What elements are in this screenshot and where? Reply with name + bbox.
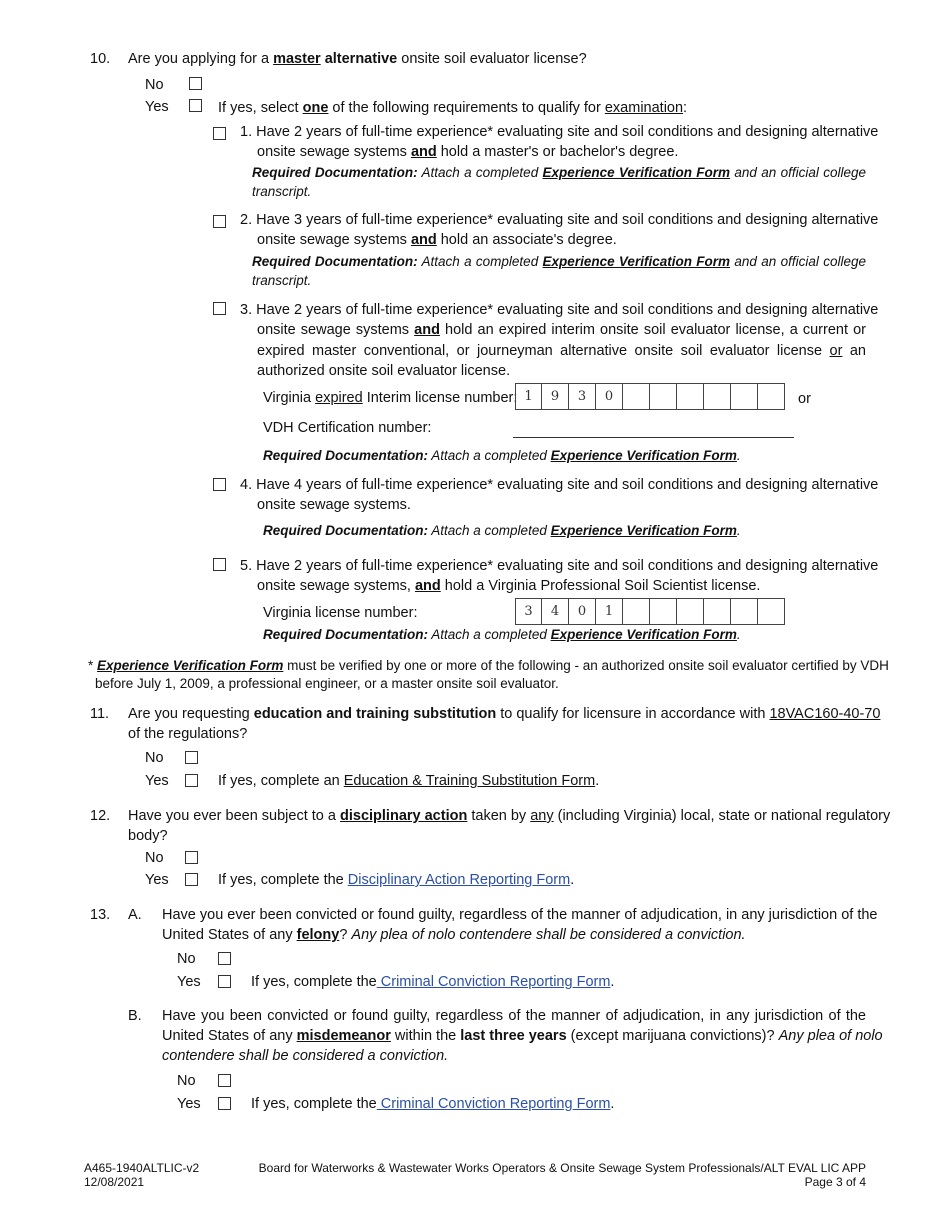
q11-question: Are you requesting education and training substitution to qualify for licensure in accordance with 18VAC160-40-70 — [128, 706, 881, 722]
q10-question: Are you applying for a master alternative onsite soil evaluator license? — [128, 51, 587, 67]
q10-option5-line1: 5. Have 2 years of full-time experience* evaluating site and soil conditions and designing alternative — [240, 558, 879, 574]
interim-license-label: Virginia expired Interim license number: — [263, 390, 518, 406]
q11-number: 11. — [90, 706, 110, 722]
q11-yes-instruction: If yes, complete an Education & Training Substitution Form. — [218, 773, 600, 789]
soil-scientist-license-digit-box[interactable]: 0 — [569, 598, 596, 625]
q13a-yes-label: Yes — [177, 974, 201, 990]
q13b-question-line2: United States of any misdemeanor within the last three years (except marijuana convictions)? Any plea of nolo — [162, 1028, 883, 1044]
soil-scientist-license-label: Virginia license number: — [263, 605, 418, 621]
page-number: Page 3 of 4 — [804, 1175, 866, 1189]
interim-license-digit-box[interactable] — [758, 383, 785, 410]
q10-no-label: No — [145, 77, 164, 93]
interim-license-or: or — [798, 391, 811, 407]
soil-scientist-license-digit-box[interactable] — [623, 598, 650, 625]
q10-option5-checkbox[interactable] — [213, 558, 226, 571]
q11-no-checkbox[interactable] — [185, 751, 198, 764]
q10-option5-line2: onsite sewage systems, and hold a Virginia Professional Soil Scientist license. — [257, 578, 761, 594]
q10-yes-label: Yes — [145, 99, 169, 115]
footnote-line2: before July 1, 2009, a professional engineer, or a master onsite soil evaluator. — [95, 676, 559, 691]
q13a-letter: A. — [128, 907, 142, 923]
soil-scientist-license-digit-box[interactable] — [677, 598, 704, 625]
q10-option3-line3: expired master conventional, or journeyman alternative onsite soil evaluator license or an — [257, 343, 866, 359]
q11-yes-label: Yes — [145, 773, 169, 789]
interim-license-digit-box[interactable] — [704, 383, 731, 410]
q10-yes-checkbox[interactable] — [189, 99, 202, 112]
soil-scientist-license-digit-box[interactable]: 3 — [515, 598, 542, 625]
interim-license-digit-box[interactable] — [731, 383, 758, 410]
q10-option1-checkbox[interactable] — [213, 127, 226, 140]
interim-license-digit-box[interactable]: 9 — [542, 383, 569, 410]
q12-no-checkbox[interactable] — [185, 851, 198, 864]
q12-yes-instruction: If yes, complete the Disciplinary Action Reporting Form. — [218, 872, 575, 888]
interim-license-digit-box[interactable]: 0 — [596, 383, 623, 410]
q10-option2-doc: Required Documentation: Attach a completed Experience Verification Form and an official college — [252, 254, 866, 269]
q10-option3-line4: authorized onsite soil evaluator license. — [257, 363, 511, 379]
soil-scientist-license-digit-box[interactable] — [704, 598, 731, 625]
q13b-question-line1: Have you been convicted or found guilty, regardless of the manner of adjudication, in any jurisdiction of the — [162, 1008, 866, 1024]
q10-option1-doc: Required Documentation: Attach a completed Experience Verification Form and an official college — [252, 165, 866, 180]
criminal-conviction-form-link-b[interactable]: Criminal Conviction Reporting Form — [376, 1096, 611, 1112]
soil-scientist-license-digit-box[interactable]: 4 — [542, 598, 569, 625]
q13a-no-label: No — [177, 951, 196, 967]
soil-scientist-license-digit-box[interactable] — [731, 598, 758, 625]
q11-yes-checkbox[interactable] — [185, 774, 198, 787]
interim-license-digit-box[interactable] — [650, 383, 677, 410]
q11-question-line2: of the regulations? — [128, 726, 248, 742]
q10-option1-doc-line2: transcript. — [252, 184, 312, 199]
soil-scientist-license-digit-box[interactable]: 1 — [596, 598, 623, 625]
q10-option3-line2: onsite sewage systems and hold an expired interim onsite soil evaluator license, a current or — [257, 322, 866, 338]
q13a-yes-checkbox[interactable] — [218, 975, 231, 988]
q13a-no-checkbox[interactable] — [218, 952, 231, 965]
q10-option1-line1: 1. Have 2 years of full-time experience* evaluating site and soil conditions and designing alternative — [240, 124, 879, 140]
q13b-question-line3: contendere shall be considered a conviction. — [162, 1048, 449, 1064]
q13a-question-line2: United States of any felony? Any plea of nolo contendere shall be considered a conviction. — [162, 927, 746, 943]
interim-license-digit-box[interactable] — [623, 383, 650, 410]
q10-option1-line2: onsite sewage systems and hold a master's or bachelor's degree. — [257, 144, 679, 160]
q11-no-label: No — [145, 750, 164, 766]
q13b-yes-instruction: If yes, complete the Criminal Conviction Reporting Form. — [251, 1096, 615, 1112]
interim-license-digit-box[interactable]: 1 — [515, 383, 542, 410]
form-date: 12/08/2021 — [84, 1175, 145, 1189]
q10-option2-line1: 2. Have 3 years of full-time experience* evaluating site and soil conditions and designing alternative — [240, 212, 879, 228]
form-code: A465-1940ALTLIC-v2 — [84, 1161, 200, 1175]
interim-license-number-field[interactable] — [515, 383, 785, 410]
footnote-line1: * Experience Verification Form must be verified by one or more of the following - an authorized onsite soil evaluator certified by VDH — [88, 658, 889, 673]
q12-yes-checkbox[interactable] — [185, 873, 198, 886]
q10-option5-doc: Required Documentation: Attach a completed Experience Verification Form. — [263, 627, 741, 642]
q13-number: 13. — [90, 907, 111, 923]
vdh-cert-label: VDH Certification number: — [263, 420, 432, 436]
q10-option3-line1: 3. Have 2 years of full-time experience* evaluating site and soil conditions and designing alternative — [240, 302, 879, 318]
q13b-yes-label: Yes — [177, 1096, 201, 1112]
q10-option3-checkbox[interactable] — [213, 302, 226, 315]
q10-option4-doc: Required Documentation: Attach a completed Experience Verification Form. — [263, 523, 741, 538]
q12-question: Have you ever been subject to a disciplinary action taken by any (including Virginia) local, state or national regulatory — [128, 808, 891, 824]
q10-no-checkbox[interactable] — [189, 77, 202, 90]
interim-license-digit-box[interactable]: 3 — [569, 383, 596, 410]
q12-yes-label: Yes — [145, 872, 169, 888]
vdh-cert-number-field[interactable] — [513, 437, 794, 438]
q10-option4-line2: onsite sewage systems. — [257, 497, 411, 513]
q10-number: 10. — [90, 51, 111, 67]
criminal-conviction-form-link-a[interactable]: Criminal Conviction Reporting Form — [376, 974, 611, 990]
soil-scientist-license-digit-box[interactable] — [758, 598, 785, 625]
q12-question-line2: body? — [128, 828, 168, 844]
q10-option2-doc-line2: transcript. — [252, 273, 312, 288]
q13a-question-line1: Have you ever been convicted or found guilty, regardless of the manner of adjudication, in any jurisdiction of the — [162, 907, 878, 923]
q12-no-label: No — [145, 850, 164, 866]
q10-option3-doc: Required Documentation: Attach a completed Experience Verification Form. — [263, 448, 741, 463]
soil-scientist-license-number-field[interactable] — [515, 598, 785, 625]
interim-license-digit-box[interactable] — [677, 383, 704, 410]
q10-option2-checkbox[interactable] — [213, 215, 226, 228]
q10-option2-line2: onsite sewage systems and hold an associate's degree. — [257, 232, 617, 248]
footer-board: Board for Waterworks & Wastewater Works Operators & Onsite Sewage System Professionals/ALT EVAL LIC APP — [258, 1161, 866, 1175]
q12-number: 12. — [90, 808, 111, 824]
q13b-no-checkbox[interactable] — [218, 1074, 231, 1087]
q13a-yes-instruction: If yes, complete the Criminal Conviction Reporting Form. — [251, 974, 615, 990]
q10-yes-instruction: If yes, select one of the following requirements to qualify for examination: — [218, 100, 688, 116]
q10-option4-checkbox[interactable] — [213, 478, 226, 491]
q13b-no-label: No — [177, 1073, 196, 1089]
soil-scientist-license-digit-box[interactable] — [650, 598, 677, 625]
q13b-yes-checkbox[interactable] — [218, 1097, 231, 1110]
disciplinary-action-form-link[interactable]: Disciplinary Action Reporting Form — [347, 872, 571, 888]
q13b-letter: B. — [128, 1008, 142, 1024]
q10-option4-line1: 4. Have 4 years of full-time experience* evaluating site and soil conditions and designing alternative — [240, 477, 879, 493]
